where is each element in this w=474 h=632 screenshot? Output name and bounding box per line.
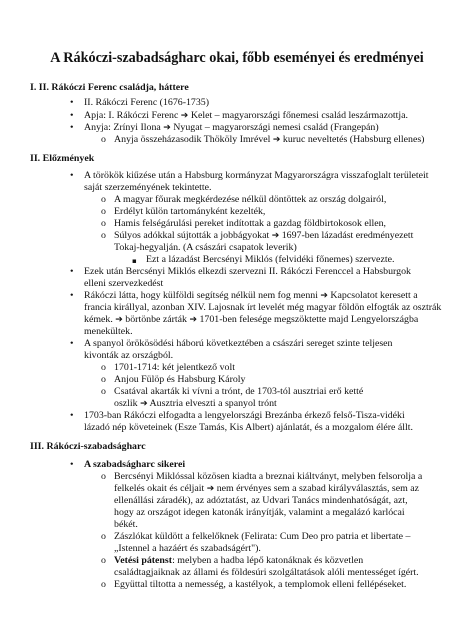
paragraph-line: kivonták az országból. [84, 350, 174, 361]
circle-bullet: o [101, 579, 106, 590]
circle-bullet: o [101, 218, 106, 229]
square-bullet: ▪ [132, 257, 137, 265]
circle-bullet: o [101, 206, 106, 217]
arrow-icon: ➔ [140, 399, 148, 409]
circle-bullet: o [101, 194, 106, 205]
list-item: Vetési pátenst: melyben a hadba lépő katonáknak és közvetlen [114, 555, 364, 566]
paragraph-line: francia királlyal, azonban XIV. Lajosnak írt levelét még magyar földön elfogták az osztrák [84, 302, 442, 313]
arrow-icon: ➔ [206, 484, 215, 494]
list-item: oszlik ➔ Ausztria elveszti a spanyol trónt [114, 398, 277, 409]
paragraph-line: kémek. ➔ börtönbe zárták ➔ 1701-ben felesége megszöktette majd Lengyelországba [84, 314, 419, 325]
list-item: Együttal tiltotta a nemesség, a kastélyok, a templomok elleni fellépéseket. [114, 579, 407, 590]
arrow-icon: ➔ [271, 231, 280, 241]
list-item: Ezt a lázadást Bercsényi Miklós (felvidéki főnemes) szervezte. [146, 254, 395, 265]
circle-bullet: o [101, 230, 106, 241]
paragraph-line: Ezek után Bercsényi Miklós elkezdi szervezni II. Rákóczi Ferenccel a Habsburgok [84, 266, 411, 277]
list-item: ellenállási záradék), az adóztatást, az Udvari Tanács mindenhatóságát, azt, [114, 495, 408, 506]
list-item: felkelés okait és céljait ➔ nem érvényes sem a szabad királyválasztás, sem az [114, 483, 420, 494]
paragraph-line: A spanyol örökösödési háború következtében a császári sereget szinte teljesen [84, 338, 393, 349]
circle-bullet: o [101, 362, 106, 373]
arrow-icon: ➔ [115, 315, 123, 325]
paragraph-line: A törökök kiűzése után a Habsburg kormányzat Magyarországra visszafoglalt területeit [84, 170, 429, 181]
circle-bullet: o [101, 386, 106, 397]
subheading: A szabadságharc sikerei [84, 459, 186, 470]
list-item: Hamis felségárulási pereket indítottak a gazdag földbirtokosok ellen, [114, 218, 387, 229]
list-item: Tokaj-hegyalján. (A császári csapatok leverik) [114, 242, 297, 253]
page-title: A Rákóczi-szabadságharc okai, főbb eseményei és eredményei [50, 50, 424, 66]
list-item: hogy az országot idegen katonák irányítják, valamint a megalázó karlócai [114, 507, 405, 518]
bullet: • [70, 459, 74, 470]
paragraph-line: saját szerzeményének tekintette. [84, 182, 212, 193]
bullet: • [70, 110, 74, 121]
paragraph-line: elleni szervezkedést [84, 278, 164, 289]
list-item: II. Rákóczi Ferenc (1676-1735) [84, 97, 210, 108]
list-item: Apja: I. Rákóczi Ferenc ➔ Kelet – magyarországi főnemesi család leszármazottja. [84, 110, 408, 121]
list-item: „Istennel a hazáért és szabadságért"). [114, 543, 261, 554]
bullet: • [70, 266, 74, 277]
circle-bullet: o [101, 374, 106, 385]
section-3-heading: III. Rákóczi-szabadságharc [30, 441, 146, 452]
bullet: • [70, 410, 74, 421]
list-item: békét. [114, 519, 138, 530]
list-item: Anjou Fülöp és Habsburg Károly [114, 374, 246, 385]
arrow-icon: ➔ [163, 123, 171, 133]
list-item: Anyja: Zrínyi Ilona ➔ Nyugat – magyarországi nemesi család (Frangepán) [84, 122, 379, 133]
circle-bullet: o [101, 471, 106, 482]
arrow-icon: ➔ [180, 111, 189, 121]
list-item: Súlyos adókkal sújtották a jobbágyokat ➔ 1697-ben lázadást eredményezett [114, 230, 414, 241]
section-1-heading: I. II. Rákóczi Ferenc családja, háttere [30, 82, 189, 93]
paragraph-line: 1703-ban Rákóczi elfogadta a lengyelországi Brezánba érkező felső-Tisza-vidéki [84, 410, 405, 421]
bullet: • [70, 170, 74, 181]
bullet: • [70, 97, 74, 108]
section-2-heading: II. Előzmények [30, 153, 95, 164]
arrow-icon: ➔ [272, 135, 281, 145]
bullet: • [70, 122, 74, 133]
list-item: Csatával akarták ki vívni a trónt, de 1703-tól ausztriai erő ketté [114, 386, 364, 397]
list-item: családtagjaiknak az állami és földesúri szolgáltatások alóli mentességet ígért. [114, 567, 419, 578]
list-item: Bercsényi Miklóssal közösen kiadta a breznai kiáltványt, melyben felsorolja a [114, 471, 423, 482]
paragraph-line: menekültek. [84, 326, 133, 337]
list-item: 1701-1714: két jelentkező volt [114, 362, 235, 373]
circle-bullet: o [101, 134, 106, 145]
paragraph-line: lázadó nép követeinek (Esze Tamás, Kis Albert) ajánlatát, és a mozgalom élére állt. [84, 422, 413, 433]
list-item: Zászlókat küldött a felkelőknek (Felirata: Cum Deo pro patria et libertate – [114, 531, 411, 542]
arrow-icon: ➔ [320, 291, 328, 301]
paragraph-line: Rákóczi látta, hogy külföldi segítség nélkül nem fog menni ➔ Kapcsolatot keresett a [84, 290, 418, 301]
list-item: A magyar főurak megkérdezése nélkül döntöttek az ország dolgairól, [114, 194, 387, 205]
bullet: • [70, 338, 74, 349]
list-item: Erdélyt külön tartományként kezelték, [114, 206, 266, 217]
arrow-icon: ➔ [189, 315, 197, 325]
circle-bullet: o [101, 555, 106, 566]
circle-bullet: o [101, 531, 106, 542]
list-item: Anyja összeházasodik Thököly Imrével ➔ kuruc neveltetés (Habsburg ellenes) [114, 134, 425, 145]
bullet: • [70, 290, 74, 301]
